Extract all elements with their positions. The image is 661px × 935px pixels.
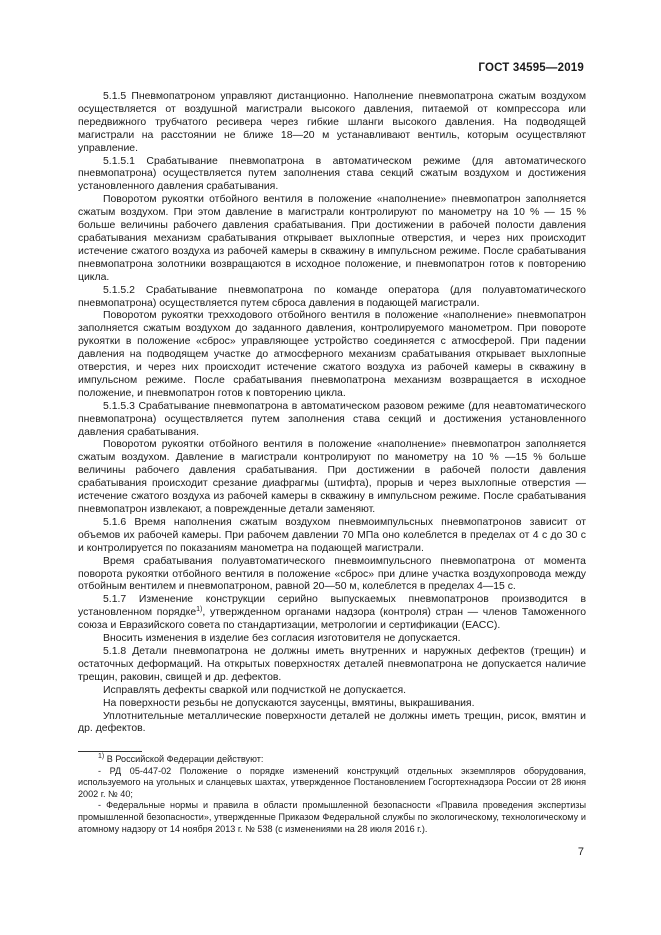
document-code-header: ГОСТ 34595—2019 xyxy=(478,62,584,74)
paragraph-5-1-6: 5.1.6 Время наполнения сжатым воздухом пневмоимпульсных пневмопатронов зависит от объемов их рабочей камеры. При рабочем давлении 70 МПа оно колеблется в пределах от 4 с до 30 с и контролируется по показаниям манометра на подающей магистрали. xyxy=(78,516,586,554)
page-number: 7 xyxy=(577,846,584,858)
paragraph-5-1-7 xyxy=(78,594,586,633)
paragraph-5-1-5: 5.1.5 Пневмопатроном управляют дистанционно. Наполнение пневмопатрона сжатым воздухом осуществляется от воздушной магистрали высокого давления, питаемой от компрессора или передвижного трубчатого ресивера через гибкие шланги высокого давления. На подводящей магистрали на расстоянии не ближе 18—20 м устанавливают вентиль, которым осуществляют управление. xyxy=(78,91,586,154)
footnote-divider xyxy=(78,751,142,752)
paragraph: Поворотом рукоятки отбойного вентиля в положение «наполнение» пневмопатрон заполняется сжатым воздухом. Давление в магистрали контролируют по манометру на 10 % —15 % больше величины рабочего давления срабатывания. При достижении в рабочей полости давления срабатывания происходит срезание диафрагмы (штифта), прорыв и через выхлопные отверстия — истечение сжатого воздуха из рабочей камеры в скважину в импульсном режиме. После срабатывания пневмопатрон извлекают, а поврежденные детали заменяют. xyxy=(78,439,586,515)
main-text xyxy=(78,91,586,736)
paragraph-text: , утвержденном органами надзора (контроля) стран — членов Таможенного союза и Евразийского совета по стандартизации, метрологии и сертификации (ЕАСС). xyxy=(78,607,586,632)
paragraph-5-1-5-2: 5.1.5.2 Срабатывание пневмопатрона по команде оператора (для полуавтоматического пневмопатрона) осуществляется путем сброса давления в подающей магистрали. xyxy=(78,284,586,309)
paragraph-text: 5.1.7 Изменение конструкции серийно выпускаемых пневмопатронов производится в установленном порядке xyxy=(78,594,586,619)
paragraph: Исправлять дефекты сваркой или подчисткой не допускается. xyxy=(103,684,407,696)
footnote-intro xyxy=(78,754,586,766)
footnote-item: - РД 05-447-02 Положение о порядке изменений конструкций отдельных экземпляров оборудования, используемого на угольных и сланцевых шахтах, утвержденное Постановлением Госгортехнадзора России от 28 июня 2002 г. № 40; xyxy=(78,765,586,799)
paragraph-5-1-5-1: 5.1.5.1 Срабатывание пневмопатрона в автоматическом режиме (для автоматического пневмопатрона) осуществляется путем заполнения става секций сжатым воздухом и достижения установленного давления срабатывания. xyxy=(78,155,586,193)
footnotes xyxy=(78,754,586,835)
paragraph: На поверхности резьбы не допускаются заусенцы, вмятины, выкрашивания. xyxy=(103,697,475,709)
paragraph: Поворотом рукоятки отбойного вентиля в положение «наполнение» пневмопатрон заполняется сжатым воздухом. При этом давление в магистрали контролируют по манометру на 10 % — 15 % больше величины рабочего давления срабатывания. При достижении в рабочей полости давления срабатывания механизм срабатывания открывает выхлопные отверстия, и через них происходит истечение сжатого воздуха из рабочей камеры в скважину в импульсном режиме. После срабатывания пневмопатрона золотники возвращаются в исходное положение, и пневмопатрон готов к повторению цикла. xyxy=(78,194,586,283)
footnote-marker: 1) xyxy=(98,753,105,760)
paragraph-5-1-8: 5.1.8 Детали пневмопатрона не должны иметь внутренних и наружных дефектов (трещин) и остаточных деформаций. На открытых поверхностях деталей пневмопатрона не допускается наличие трещин, раковин, свищей и др. дефектов. xyxy=(78,645,586,683)
paragraph: Время срабатывания полуавтоматического пневмоимпульсного пневмопатрона от момента поворота рукоятки отбойного вентиля в положение «сброс» при длине участка воздухопровода между отбойным вентилем и пневмопатроном, равной 20—50 м, колеблется в пределах 4—15 с. xyxy=(78,555,586,593)
paragraph: Вносить изменения в изделие без согласия изготовителя не допускается. xyxy=(103,633,461,645)
footnote-text: В Российской Федерации действуют: xyxy=(104,754,264,764)
paragraph: Уплотнительные металлические поверхности деталей не должны иметь трещин, рисок, вмятин и др. дефектов. xyxy=(78,710,586,735)
paragraph: Поворотом рукоятки трехходового отбойного вентиля в положение «наполнение» пневмопатрон заполняется сжатым воздухом до заданного давления, контролируемого манометром. При повороте рукоятки в положение «сброс» управляющее устройство соединяется с атмосферой. При падении давления на подводящем участке до атмосферного механизм срабатывания открывает выхлопные отверстия, и через них происходит истечение сжатого воздуха из рабочей камеры в скважину в импульсном режиме. После срабатывания пневмопатрона механизм возвращается в исходное положение, и пневмопатрон готов к повторению цикла. xyxy=(78,310,586,399)
footnote-reference[interactable]: 1) xyxy=(196,606,203,614)
footnote-item: - Федеральные нормы и правила в области промышленной безопасности «Правила проведения экспертизы промышленной безопасности», утвержденные Приказом Федеральной службы по экологическому, технологическому и атомному надзору от 14 ноября 2013 г. № 538 (с изменениями на 28 июля 2016 г.). xyxy=(78,800,586,834)
paragraph-5-1-5-3: 5.1.5.3 Срабатывание пневмопатрона в автоматическом разовом режиме (для неавтоматического пневмопатрона) осуществляется путем заполнения става секций и достижения установленного давления срабатывания. xyxy=(78,400,586,438)
